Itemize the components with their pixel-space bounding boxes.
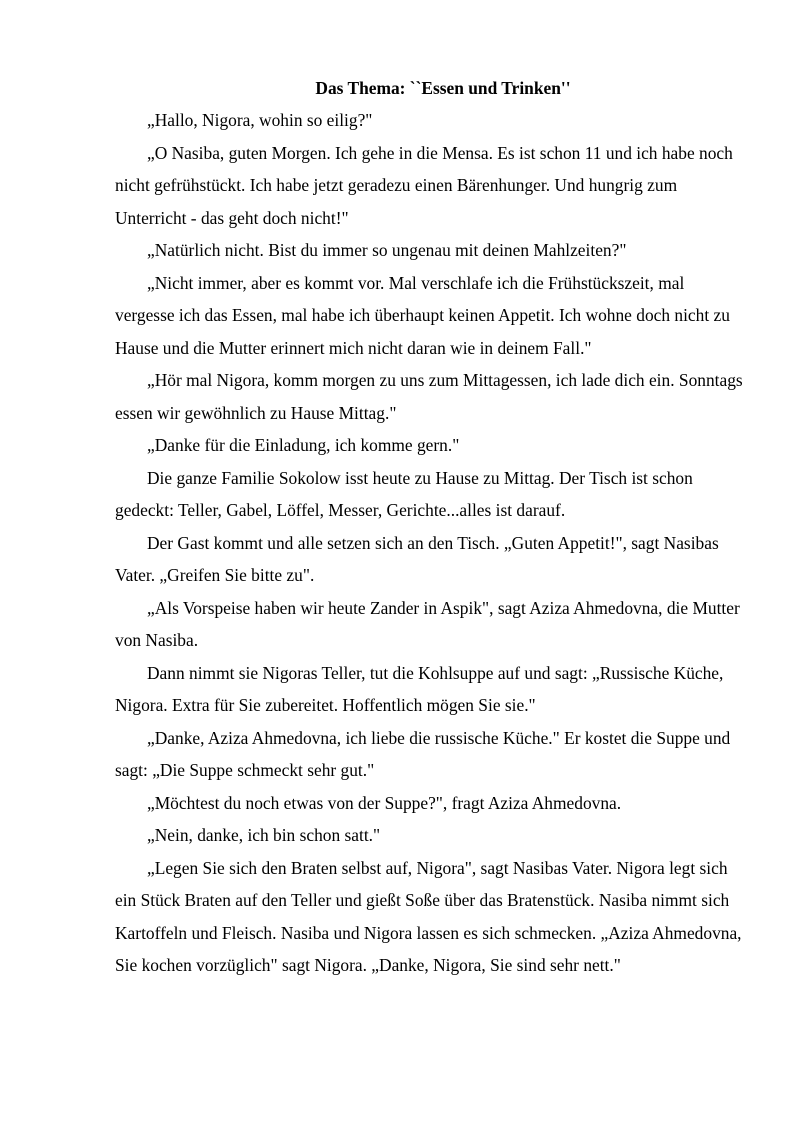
- document-title: Das Thema: ``Essen und Trinken'': [315, 78, 571, 98]
- paragraph-7: Die ganze Familie Sokolow isst heute zu Hause zu Mittag. Der Tisch ist schon gedeckt: Teller, Gabel, Löffel, Messer, Gerichte...alles ist darauf.: [115, 467, 693, 520]
- paragraph-13: „Nein, danke, ich bin schon satt.": [147, 825, 381, 845]
- paragraph-5: „Hör mal Nigora, komm morgen zu uns zum Mittagessen, ich lade dich ein. Sonntags essen wir gewöhnlich zu Hause Mittag.": [115, 370, 743, 423]
- paragraph-12: „Möchtest du noch etwas von der Suppe?", fragt Aziza Ahmedovna.: [147, 792, 622, 813]
- paragraph-4: „Nicht immer, aber es kommt vor. Mal verschlafe ich die Frühstückszeit, mal vergesse ich das Essen, mal habe ich überhaupt keinen Appetit. Ich wohne doch nicht zu Hause und die Mutter erinnert mich nicht daran wie in deinem Fall.": [115, 272, 730, 358]
- paragraph-6: „Danke für die Einladung, ich komme gern.": [147, 435, 460, 455]
- paragraph-1: „Hallo, Nigora, wohin so eilig?": [147, 110, 373, 130]
- paragraph-2: „O Nasiba, guten Morgen. Ich gehe in die Mensa. Es ist schon 11 und ich habe noch nicht gefrühstückt. Ich habe jetzt geradezu einen Bärenhunger. Und hungrig zum Unterricht - das geht doch nicht!": [115, 142, 733, 228]
- document-body: [115, 76, 745, 982]
- paragraph-9: „Als Vorspeise haben wir heute Zander in Aspik", sagt Aziza Ahmedovna, die Mutter von Nasiba.: [115, 597, 740, 650]
- paragraph-8: Der Gast kommt und alle setzen sich an den Tisch. „Guten Appetit!", sagt Nasibas Vater. „Greifen Sie bitte zu".: [115, 532, 719, 585]
- paragraph-14: „Legen Sie sich den Braten selbst auf, Nigora", sagt Nasibas Vater. Nigora legt sich ein Stück Braten auf den Teller und gießt Soße über das Bratenstück. Nasiba nimmt sich Kartoffeln und Fleisch. Nasiba und Nigora lassen es sich schmecken. „Aziza Ahmedovna, Sie kochen vorzüglich" sagt Nigora. „Danke, Nigora, Sie sind sehr nett.": [115, 857, 742, 975]
- paragraph-3: „Natürlich nicht. Bist du immer so ungenau mit deinen Mahlzeiten?": [147, 240, 627, 260]
- paragraph-11: „Danke, Aziza Ahmedovna, ich liebe die russische Küche." Er kostet die Suppe und sagt: „Die Suppe schmeckt sehr gut.": [115, 727, 731, 780]
- paragraph-10: Dann nimmt sie Nigoras Teller, tut die Kohlsuppe auf und sagt: „Russische Küche, Nigora. Extra für Sie zubereitet. Hoffentlich mögen Sie sie.": [115, 662, 724, 715]
